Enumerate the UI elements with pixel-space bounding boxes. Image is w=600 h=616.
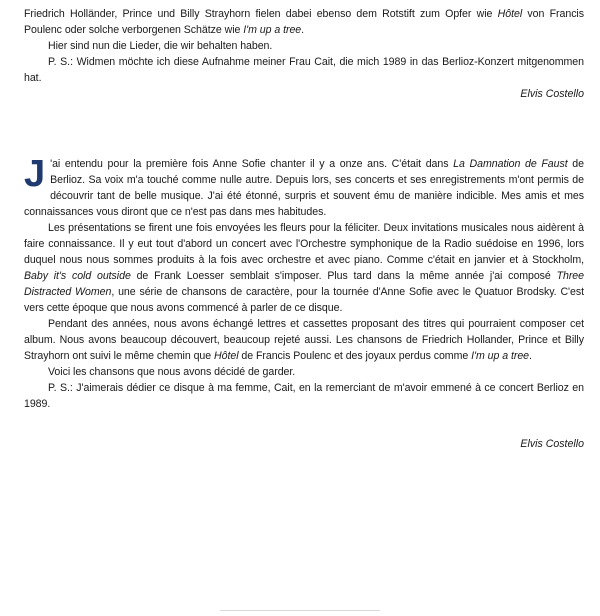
french-paragraph-1: J 'ai entendu pour la première fois Anne Sofie chanter il y a onze ans. C'était dans La Damnation de Faust de Berlioz. Sa voix m'a touché comme nulle autre. Depuis lors, ses concerts et ses enregistrements m'ont permis de découvrir tant de belle musique. J'ai été étonné, surpris et souvent ému de manière indicible. Mes amis et mes connaissances vous diront que ce n'est pas dans mes habitudes. <box>24 153 584 218</box>
french-paragraph-2: Les présentations se firent une fois envoyées les fleurs pour la féliciter. Deux invitations musicales nous aidèrent à faire connaissance. Il y eut tout d'abord un concert avec l'Orchestre symphonique de la Radio suédoise en 1996, lors duquel nous nous sommes produits à la fois avec orchestre et avec piano. Comme c'était en janvier et à Stockholm, Baby it's cold outside de Frank Loesser semblait s'imposer. Plus tard dans la même année j'ai composé Three Distracted Women, une série de chansons de caractère, pour la tournée d'Anne Sofie avec le Quatuor Brodsky. C'est vers cette époque que nous avons commencé à parler de ce disque. <box>24 222 584 314</box>
german-signature: Elvis Costello <box>520 88 584 100</box>
signature-gap <box>24 412 584 436</box>
french-paragraph-5: P. S.: J'aimerais dédier ce disque à ma femme, Cait, en la remerciant de m'avoir emmené à ce concert Berlioz en 1989. <box>24 382 584 410</box>
french-signature: Elvis Costello <box>520 438 584 450</box>
french-paragraph-3: Pendant des années, nous avons échangé lettres et cassettes proposant des titres qui pourraient composer cet album. Nous avons beaucoup découvert, beaucoup rejeté aussi. Les chansons de Friedrich Hollander, Prince et Billy Strayhorn ont suivi le même chemin que Hôtel de Francis Poulenc et des joyaux perdus comme I'm up a tree. <box>24 318 584 362</box>
german-paragraph-2: Hier sind nun die Lieder, die wir behalten haben. <box>48 40 273 52</box>
german-paragraph-1: Friedrich Holländer, Prince und Billy Strayhorn fielen dabei ebenso dem Rotstift zum Opfer wie Hôtel von Francis Poulenc oder solche verborgenen Schätze wie I'm up a tree. <box>24 8 584 36</box>
drop-cap: J <box>24 153 46 195</box>
french-section <box>24 153 584 452</box>
page-bottom-rule <box>220 610 380 611</box>
section-gap <box>24 102 584 156</box>
french-paragraph-4: Voici les chansons que nous avons décidé de garder. <box>48 366 296 378</box>
german-section <box>24 6 584 102</box>
german-paragraph-3: P. S.: Widmen möchte ich diese Aufnahme meiner Frau Cait, die mich 1989 in das Berlioz-Konzert mitgenommen hat. <box>24 56 584 84</box>
document-page <box>24 6 584 452</box>
